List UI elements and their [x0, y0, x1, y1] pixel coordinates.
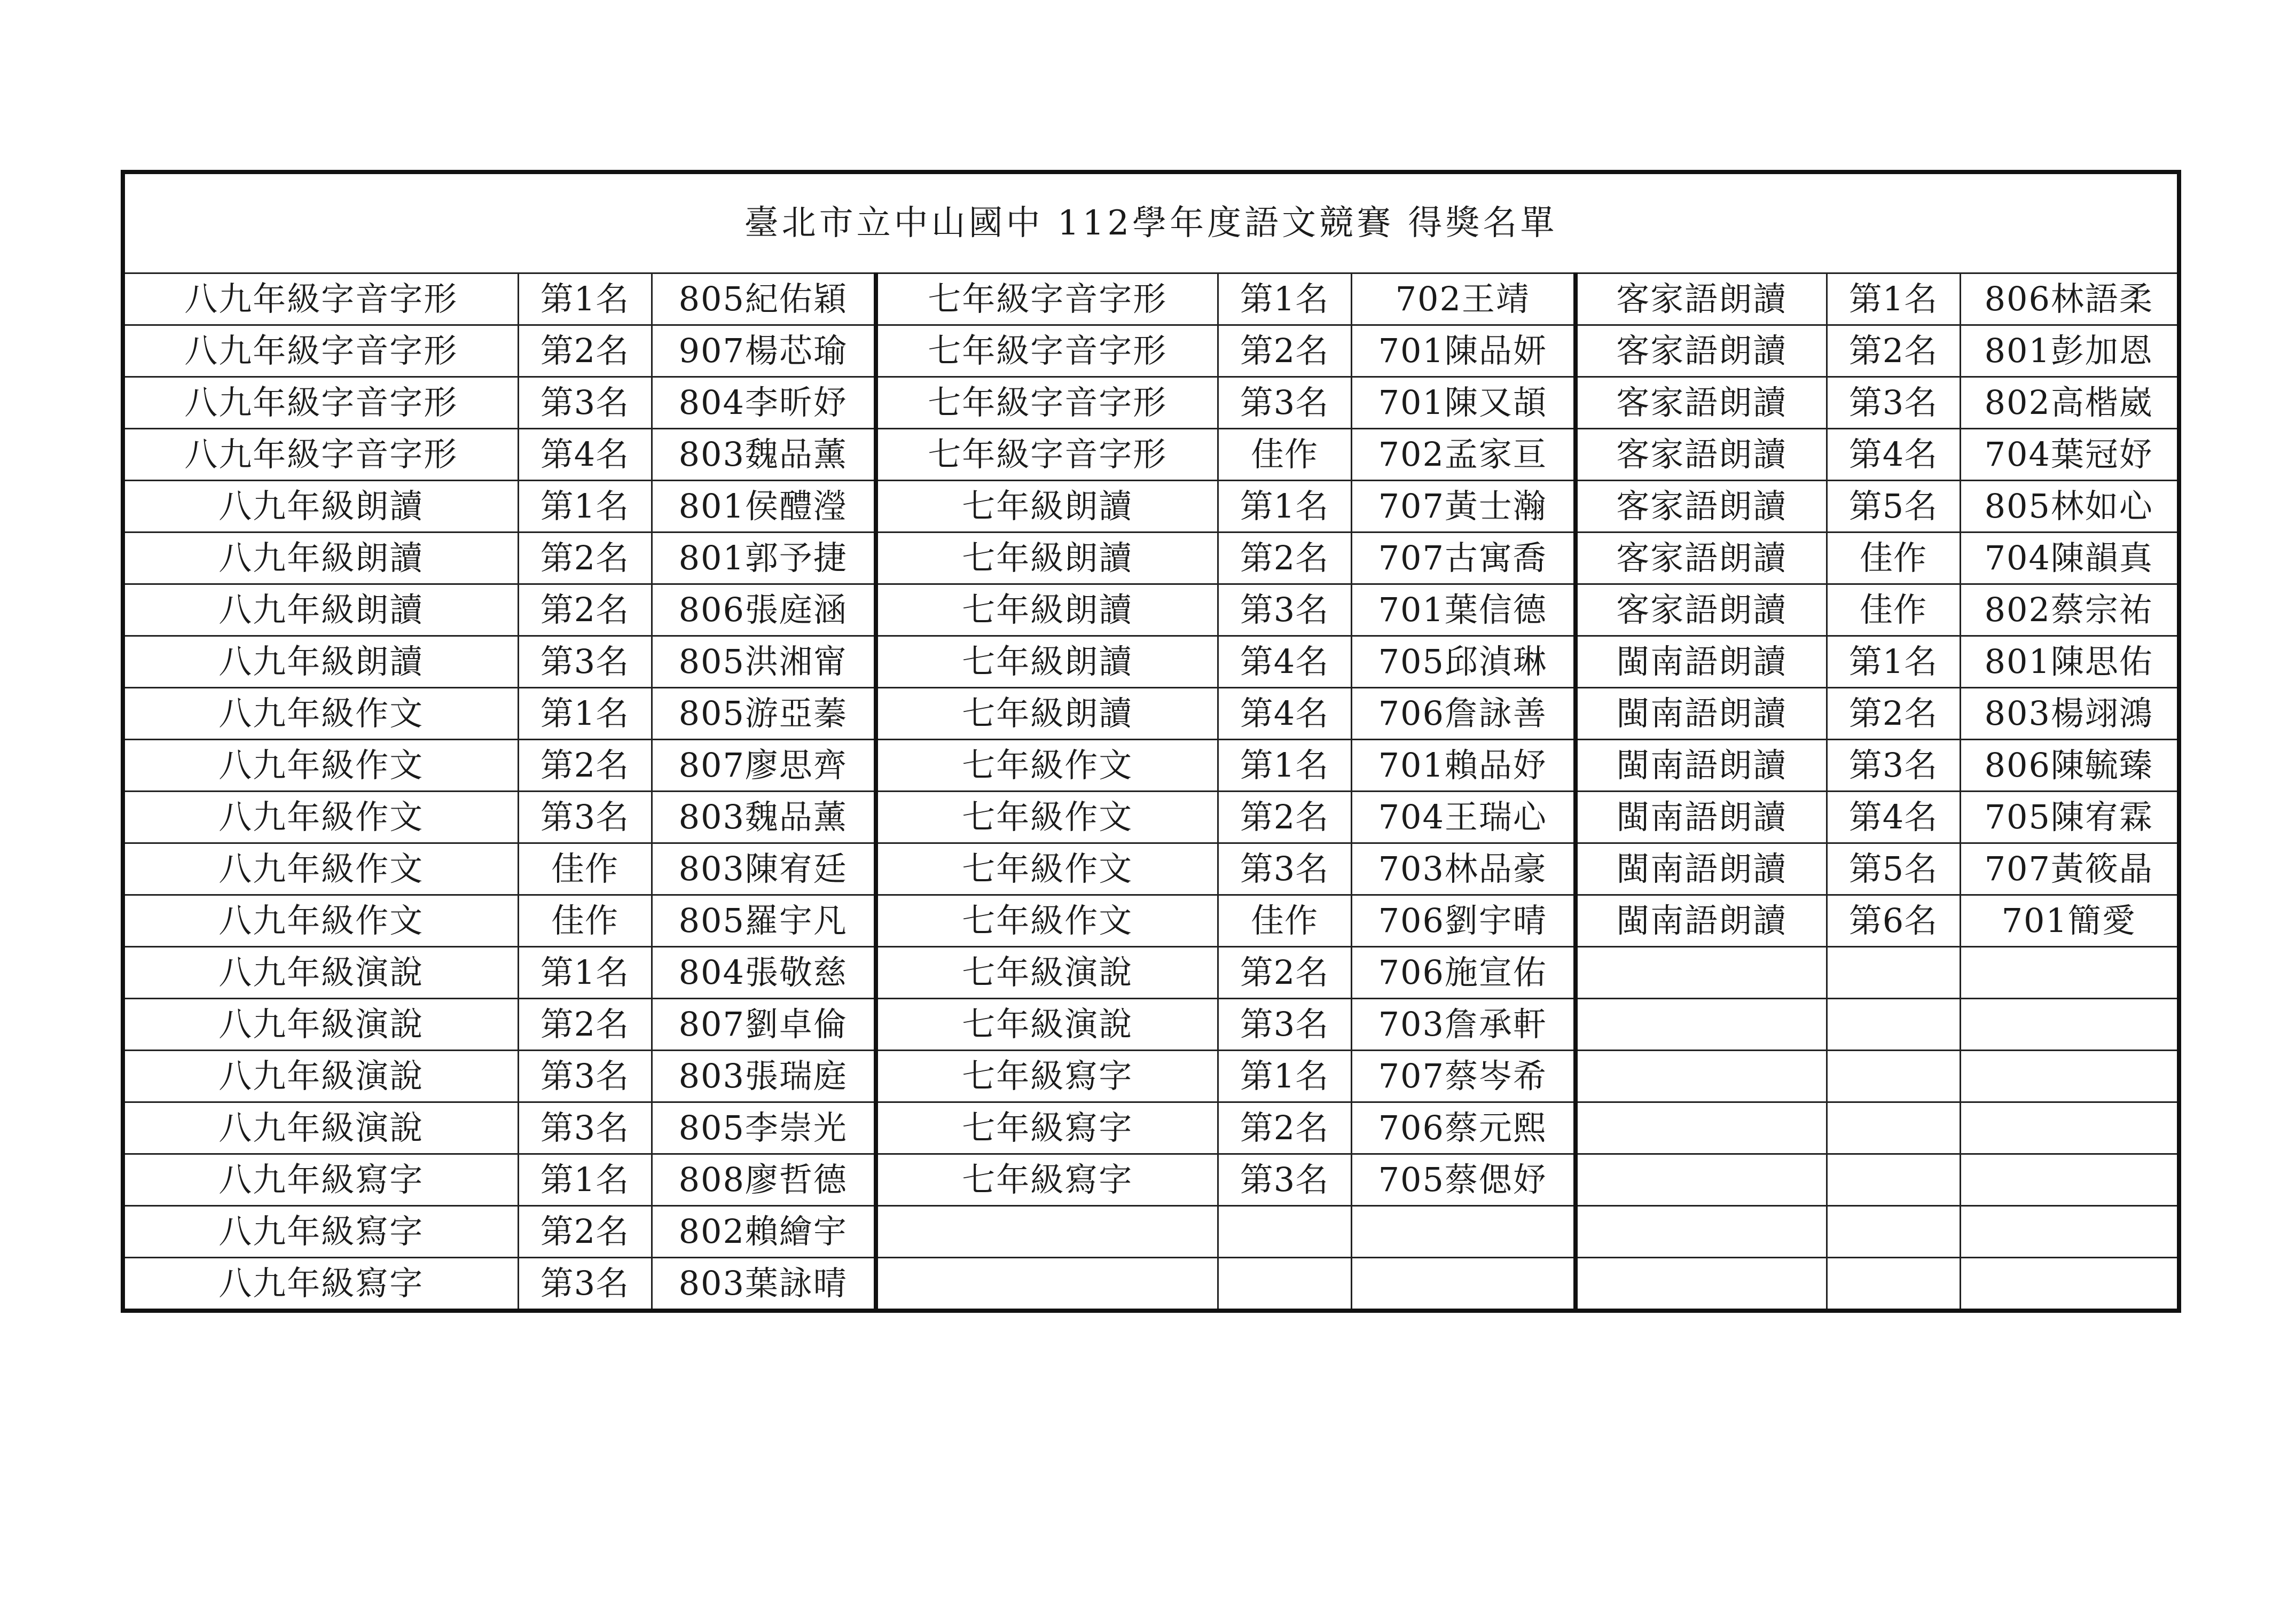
table-row	[123, 947, 2179, 999]
grade-8-9-winner-cell: 805羅宇凡	[652, 895, 876, 947]
grade-7-winner-cell: 707蔡岑希	[1351, 1051, 1576, 1102]
grade-7-winner-cell: 706劉宇晴	[1351, 895, 1576, 947]
grade-7-rank-cell: 第2名	[1218, 325, 1351, 377]
table-row	[123, 1051, 2179, 1102]
grade-8-9-rank-cell: 第4名	[518, 429, 652, 481]
dialect-rank-cell: 第6名	[1827, 895, 1960, 947]
table-row	[123, 999, 2179, 1051]
dialect-rank-cell: 第2名	[1827, 688, 1960, 740]
dialect-rank-cell: 第4名	[1827, 429, 1960, 481]
dialect-category-cell: 閩南語朗讀	[1576, 792, 1827, 843]
grade-7-rank-cell: 第1名	[1218, 273, 1351, 325]
grade-8-9-category-cell: 八九年級朗讀	[123, 584, 518, 636]
grade-8-9-rank-cell: 第1名	[518, 688, 652, 740]
grade-8-9-winner-cell: 803張瑞庭	[652, 1051, 876, 1102]
table-row	[123, 636, 2179, 688]
grade-7-rank-cell: 第4名	[1218, 636, 1351, 688]
grade-8-9-rank-cell: 佳作	[518, 843, 652, 895]
grade-7-rank-cell: 第3名	[1218, 843, 1351, 895]
dialect-category-cell	[1576, 1051, 1827, 1102]
grade-8-9-rank-cell: 第3名	[518, 1102, 652, 1154]
grade-7-winner-cell: 706詹詠善	[1351, 688, 1576, 740]
grade-8-9-rank-cell: 第1名	[518, 1154, 652, 1206]
table-row	[123, 481, 2179, 532]
grade-7-rank-cell: 第2名	[1218, 792, 1351, 843]
grade-7-category-cell: 七年級寫字	[876, 1102, 1218, 1154]
grade-8-9-rank-cell: 第2名	[518, 1206, 652, 1258]
dialect-rank-cell	[1827, 1154, 1960, 1206]
table-row	[123, 1258, 2179, 1311]
grade-7-rank-cell: 第3名	[1218, 377, 1351, 429]
grade-7-winner-cell: 705蔡偲妤	[1351, 1154, 1576, 1206]
table-row	[123, 429, 2179, 481]
grade-7-rank-cell: 第1名	[1218, 1051, 1351, 1102]
table-row	[123, 1154, 2179, 1206]
grade-8-9-category-cell: 八九年級演說	[123, 947, 518, 999]
page-title: 臺北市立中山國中 112學年度語文競賽 得獎名單	[123, 172, 2179, 273]
grade-8-9-category-cell: 八九年級字音字形	[123, 325, 518, 377]
grade-7-rank-cell: 第3名	[1218, 584, 1351, 636]
dialect-rank-cell: 佳作	[1827, 532, 1960, 584]
dialect-rank-cell	[1827, 947, 1960, 999]
dialect-category-cell: 客家語朗讀	[1576, 325, 1827, 377]
dialect-rank-cell: 第2名	[1827, 325, 1960, 377]
grade-7-category-cell: 七年級字音字形	[876, 377, 1218, 429]
grade-8-9-category-cell: 八九年級演說	[123, 1102, 518, 1154]
grade-8-9-winner-cell: 806張庭涵	[652, 584, 876, 636]
grade-8-9-rank-cell: 第3名	[518, 1051, 652, 1102]
grade-7-category-cell: 七年級作文	[876, 740, 1218, 792]
grade-7-rank-cell: 第1名	[1218, 481, 1351, 532]
grade-8-9-winner-cell: 803魏品薰	[652, 792, 876, 843]
grade-7-winner-cell: 702王靖	[1351, 273, 1576, 325]
grade-7-winner-cell: 706蔡元熙	[1351, 1102, 1576, 1154]
grade-8-9-category-cell: 八九年級寫字	[123, 1206, 518, 1258]
dialect-winner-cell: 801彭加恩	[1960, 325, 2179, 377]
grade-8-9-rank-cell: 第2名	[518, 740, 652, 792]
table-row	[123, 325, 2179, 377]
grade-8-9-category-cell: 八九年級字音字形	[123, 429, 518, 481]
dialect-category-cell: 閩南語朗讀	[1576, 740, 1827, 792]
dialect-winner-cell: 806林語柔	[1960, 273, 2179, 325]
dialect-winner-cell: 806陳毓臻	[1960, 740, 2179, 792]
grade-7-winner-cell: 702孟家亘	[1351, 429, 1576, 481]
dialect-category-cell: 客家語朗讀	[1576, 273, 1827, 325]
grade-8-9-rank-cell: 第3名	[518, 792, 652, 843]
grade-7-rank-cell: 第2名	[1218, 1102, 1351, 1154]
grade-7-winner-cell: 707古寓喬	[1351, 532, 1576, 584]
grade-7-winner-cell: 701陳品妍	[1351, 325, 1576, 377]
dialect-category-cell: 閩南語朗讀	[1576, 688, 1827, 740]
grade-7-category-cell: 七年級演說	[876, 947, 1218, 999]
grade-8-9-winner-cell: 808廖哲德	[652, 1154, 876, 1206]
grade-7-winner-cell	[1351, 1258, 1576, 1311]
grade-8-9-winner-cell: 807廖思齊	[652, 740, 876, 792]
dialect-rank-cell: 第5名	[1827, 481, 1960, 532]
grade-8-9-rank-cell: 第1名	[518, 273, 652, 325]
dialect-category-cell: 客家語朗讀	[1576, 481, 1827, 532]
grade-7-rank-cell: 第1名	[1218, 740, 1351, 792]
dialect-category-cell: 客家語朗讀	[1576, 377, 1827, 429]
dialect-winner-cell	[1960, 1154, 2179, 1206]
grade-8-9-rank-cell: 第3名	[518, 636, 652, 688]
dialect-rank-cell	[1827, 1258, 1960, 1311]
dialect-rank-cell	[1827, 1206, 1960, 1258]
dialect-rank-cell: 佳作	[1827, 584, 1960, 636]
dialect-category-cell	[1576, 1102, 1827, 1154]
table-row	[123, 273, 2179, 325]
dialect-rank-cell: 第1名	[1827, 636, 1960, 688]
grade-7-category-cell	[876, 1258, 1218, 1311]
table-row	[123, 843, 2179, 895]
dialect-rank-cell: 第3名	[1827, 377, 1960, 429]
dialect-winner-cell	[1960, 947, 2179, 999]
dialect-rank-cell: 第5名	[1827, 843, 1960, 895]
table-row	[123, 895, 2179, 947]
dialect-winner-cell: 802高楷崴	[1960, 377, 2179, 429]
grade-7-category-cell: 七年級朗讀	[876, 688, 1218, 740]
grade-7-winner-cell: 703詹承軒	[1351, 999, 1576, 1051]
grade-7-winner-cell: 705邱湞琳	[1351, 636, 1576, 688]
dialect-winner-cell	[1960, 1102, 2179, 1154]
grade-7-rank-cell: 第4名	[1218, 688, 1351, 740]
grade-7-category-cell: 七年級作文	[876, 895, 1218, 947]
grade-7-winner-cell	[1351, 1206, 1576, 1258]
grade-8-9-rank-cell: 佳作	[518, 895, 652, 947]
grade-7-category-cell: 七年級演說	[876, 999, 1218, 1051]
grade-8-9-category-cell: 八九年級字音字形	[123, 377, 518, 429]
dialect-category-cell	[1576, 999, 1827, 1051]
grade-7-category-cell: 七年級寫字	[876, 1154, 1218, 1206]
grade-8-9-winner-cell: 803魏品薰	[652, 429, 876, 481]
grade-7-category-cell: 七年級寫字	[876, 1051, 1218, 1102]
table-row	[123, 377, 2179, 429]
grade-8-9-winner-cell: 803陳宥廷	[652, 843, 876, 895]
table-row	[123, 792, 2179, 843]
grade-7-rank-cell: 第2名	[1218, 532, 1351, 584]
grade-8-9-winner-cell: 805李崇光	[652, 1102, 876, 1154]
dialect-winner-cell: 803楊翊鴻	[1960, 688, 2179, 740]
grade-8-9-rank-cell: 第2名	[518, 999, 652, 1051]
grade-7-category-cell: 七年級字音字形	[876, 273, 1218, 325]
grade-8-9-winner-cell: 801郭予捷	[652, 532, 876, 584]
grade-8-9-winner-cell: 804張敬慈	[652, 947, 876, 999]
grade-7-category-cell: 七年級字音字形	[876, 429, 1218, 481]
grade-7-winner-cell: 701陳又頡	[1351, 377, 1576, 429]
table-row	[123, 740, 2179, 792]
grade-7-category-cell	[876, 1206, 1218, 1258]
grade-8-9-rank-cell: 第2名	[518, 532, 652, 584]
grade-8-9-rank-cell: 第1名	[518, 947, 652, 999]
grade-7-category-cell: 七年級字音字形	[876, 325, 1218, 377]
grade-7-rank-cell: 第3名	[1218, 1154, 1351, 1206]
dialect-category-cell: 閩南語朗讀	[1576, 636, 1827, 688]
grade-7-winner-cell: 703林品豪	[1351, 843, 1576, 895]
dialect-winner-cell: 704葉冠妤	[1960, 429, 2179, 481]
grade-7-category-cell: 七年級朗讀	[876, 584, 1218, 636]
grade-8-9-winner-cell: 807劉卓倫	[652, 999, 876, 1051]
grade-7-category-cell: 七年級朗讀	[876, 532, 1218, 584]
dialect-category-cell	[1576, 1154, 1827, 1206]
dialect-winner-cell: 704陳韻真	[1960, 532, 2179, 584]
dialect-category-cell: 客家語朗讀	[1576, 584, 1827, 636]
title-row	[123, 172, 2179, 273]
table-row	[123, 688, 2179, 740]
grade-8-9-category-cell: 八九年級作文	[123, 843, 518, 895]
table-row	[123, 532, 2179, 584]
grade-8-9-category-cell: 八九年級寫字	[123, 1258, 518, 1311]
grade-8-9-winner-cell: 802賴繪宇	[652, 1206, 876, 1258]
dialect-rank-cell	[1827, 1102, 1960, 1154]
grade-8-9-rank-cell: 第2名	[518, 325, 652, 377]
dialect-category-cell: 閩南語朗讀	[1576, 895, 1827, 947]
dialect-category-cell	[1576, 947, 1827, 999]
grade-7-category-cell: 七年級作文	[876, 843, 1218, 895]
dialect-rank-cell	[1827, 999, 1960, 1051]
grade-8-9-winner-cell: 907楊芯瑜	[652, 325, 876, 377]
grade-8-9-category-cell: 八九年級字音字形	[123, 273, 518, 325]
dialect-winner-cell: 802蔡宗祐	[1960, 584, 2179, 636]
grade-8-9-category-cell: 八九年級朗讀	[123, 636, 518, 688]
dialect-category-cell: 客家語朗讀	[1576, 429, 1827, 481]
dialect-rank-cell: 第1名	[1827, 273, 1960, 325]
grade-7-rank-cell: 第2名	[1218, 947, 1351, 999]
dialect-category-cell: 客家語朗讀	[1576, 532, 1827, 584]
dialect-category-cell: 閩南語朗讀	[1576, 843, 1827, 895]
grade-8-9-category-cell: 八九年級演說	[123, 999, 518, 1051]
award-list-table	[121, 170, 2181, 1313]
dialect-winner-cell: 805林如心	[1960, 481, 2179, 532]
grade-7-category-cell: 七年級作文	[876, 792, 1218, 843]
grade-7-rank-cell	[1218, 1258, 1351, 1311]
grade-7-winner-cell: 704王瑞心	[1351, 792, 1576, 843]
grade-8-9-winner-cell: 805游亞蓁	[652, 688, 876, 740]
grade-8-9-rank-cell: 第1名	[518, 481, 652, 532]
grade-7-winner-cell: 701葉信德	[1351, 584, 1576, 636]
dialect-winner-cell	[1960, 1051, 2179, 1102]
grade-7-winner-cell: 707黃士瀚	[1351, 481, 1576, 532]
grade-8-9-winner-cell: 805洪湘甯	[652, 636, 876, 688]
grade-8-9-category-cell: 八九年級演說	[123, 1051, 518, 1102]
dialect-winner-cell	[1960, 1258, 2179, 1311]
dialect-category-cell	[1576, 1206, 1827, 1258]
grade-8-9-category-cell: 八九年級作文	[123, 792, 518, 843]
grade-8-9-category-cell: 八九年級寫字	[123, 1154, 518, 1206]
grade-7-rank-cell: 第3名	[1218, 999, 1351, 1051]
grade-7-winner-cell: 706施宣佑	[1351, 947, 1576, 999]
grade-7-winner-cell: 701賴品妤	[1351, 740, 1576, 792]
grade-8-9-winner-cell: 805紀佑穎	[652, 273, 876, 325]
grade-8-9-rank-cell: 第3名	[518, 377, 652, 429]
dialect-winner-cell: 705陳宥霖	[1960, 792, 2179, 843]
dialect-rank-cell: 第3名	[1827, 740, 1960, 792]
grade-8-9-rank-cell: 第2名	[518, 584, 652, 636]
grade-7-rank-cell: 佳作	[1218, 429, 1351, 481]
grade-7-category-cell: 七年級朗讀	[876, 481, 1218, 532]
dialect-category-cell	[1576, 1258, 1827, 1311]
table-row	[123, 1206, 2179, 1258]
grade-8-9-winner-cell: 801侯醴瀅	[652, 481, 876, 532]
grade-8-9-winner-cell: 804李昕妤	[652, 377, 876, 429]
grade-8-9-rank-cell: 第3名	[518, 1258, 652, 1311]
grade-7-rank-cell: 佳作	[1218, 895, 1351, 947]
grade-8-9-winner-cell: 803葉詠晴	[652, 1258, 876, 1311]
dialect-winner-cell: 707黃筱晶	[1960, 843, 2179, 895]
dialect-winner-cell: 801陳思佑	[1960, 636, 2179, 688]
grade-8-9-category-cell: 八九年級朗讀	[123, 532, 518, 584]
grade-8-9-category-cell: 八九年級作文	[123, 740, 518, 792]
dialect-winner-cell: 701簡愛	[1960, 895, 2179, 947]
grade-7-category-cell: 七年級朗讀	[876, 636, 1218, 688]
grade-8-9-category-cell: 八九年級朗讀	[123, 481, 518, 532]
dialect-winner-cell	[1960, 999, 2179, 1051]
dialect-rank-cell	[1827, 1051, 1960, 1102]
grade-8-9-category-cell: 八九年級作文	[123, 688, 518, 740]
table-row	[123, 1102, 2179, 1154]
table-row	[123, 584, 2179, 636]
grade-7-rank-cell	[1218, 1206, 1351, 1258]
grade-8-9-category-cell: 八九年級作文	[123, 895, 518, 947]
dialect-winner-cell	[1960, 1206, 2179, 1258]
dialect-rank-cell: 第4名	[1827, 792, 1960, 843]
